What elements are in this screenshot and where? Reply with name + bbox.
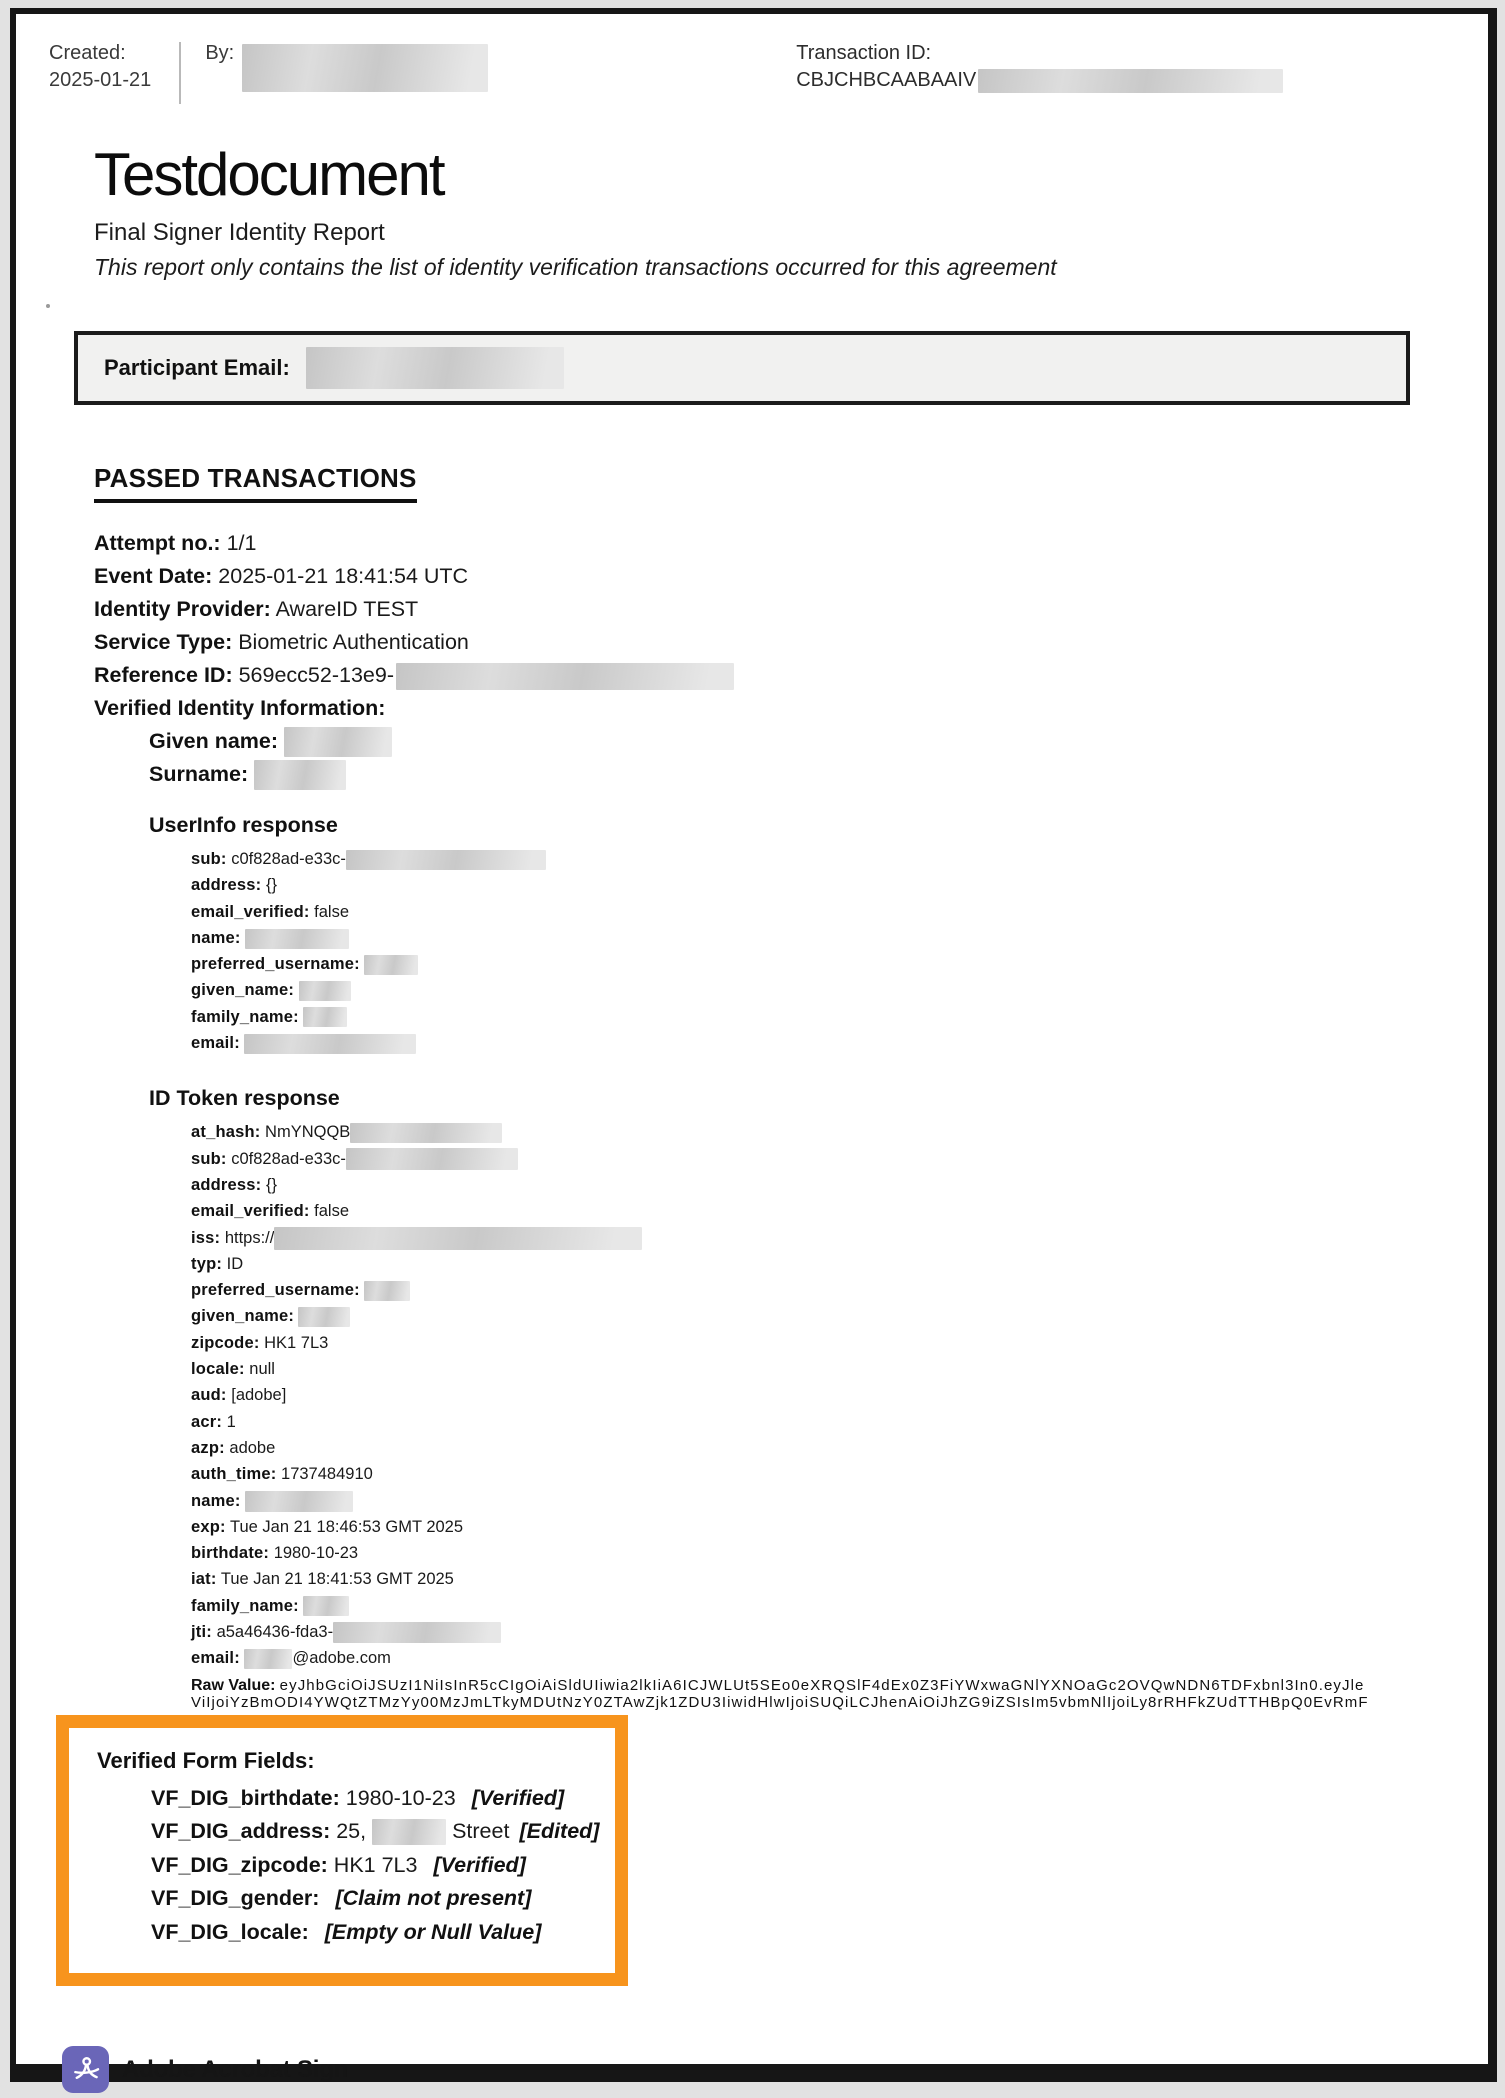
field-value: false <box>314 902 350 921</box>
field-row <box>191 1198 1458 1224</box>
field-row <box>191 1119 1458 1145</box>
field-value: null <box>249 1360 275 1379</box>
field-status: [Verified] <box>433 1852 526 1877</box>
redacted-value <box>346 1148 518 1170</box>
field-status: [Claim not present] <box>335 1886 532 1911</box>
field-label: email_verified: <box>191 1202 310 1221</box>
field-label: VF_DIG_locale: <box>151 1919 309 1944</box>
field-label: azp: <box>191 1438 225 1457</box>
raw-value-row <box>191 1677 1476 1712</box>
field-row <box>191 1251 1458 1277</box>
field-row <box>191 1225 1458 1251</box>
field-row <box>151 1916 607 1950</box>
field-value: 1737484910 <box>281 1465 373 1484</box>
field-row <box>191 1303 1458 1329</box>
field-row <box>191 1488 1458 1514</box>
transaction-id-label: Transaction ID: <box>796 42 932 64</box>
field-row <box>191 1619 1458 1645</box>
redacted-value <box>364 1281 410 1301</box>
field-value: 1980-10-23 <box>345 1785 456 1810</box>
field-row <box>191 1146 1458 1172</box>
field-value: c0f828ad-e33c- <box>231 850 346 868</box>
field-label: email: <box>191 1649 240 1668</box>
verified-form-fields-heading: Verified Form Fields: <box>97 1747 315 1773</box>
redacted-value <box>350 1123 502 1143</box>
field-value: HK1 7L3 <box>333 1852 418 1877</box>
field-label: address: <box>191 876 262 895</box>
redacted-value <box>244 1034 416 1054</box>
field-value: 1 <box>226 1412 236 1431</box>
field-row <box>191 1382 1458 1408</box>
field-row <box>151 1849 607 1883</box>
field-label: name: <box>191 1491 241 1510</box>
raw-value-line2: ViIjoiYzBmODI4YWQtZTMzYy00MzJmLTkyMDUtNzY0ZTAwZjk1ZDU3IiwidHlwIjoiSUQiLCJhenAiOiJhZG9iZSIsIm5vbmNlIjoiLy8rRHFkZUdTTHBpQ0EvRmF <box>191 1694 1369 1712</box>
verified-form-fields-box <box>56 1715 628 1987</box>
redacted-value <box>346 850 546 870</box>
transaction-fields <box>94 527 1458 791</box>
scan-artifact-dot <box>46 304 50 308</box>
field-label: typ: <box>191 1254 223 1273</box>
transaction-id-line <box>796 67 1283 94</box>
field-label: VF_DIG_zipcode: <box>151 1852 328 1877</box>
passed-transactions-heading: PASSED TRANSACTIONS <box>94 463 417 503</box>
field-label: VF_DIG_birthdate: <box>151 1785 340 1810</box>
field-label: family_name: <box>191 1007 299 1026</box>
field-row <box>191 1566 1458 1592</box>
field-value: 2025-01-21 18:41:54 UTC <box>218 564 469 588</box>
redacted-value <box>299 981 351 1001</box>
page-footer <box>62 2046 1458 2093</box>
redacted-value <box>372 1819 446 1845</box>
field-row <box>191 1461 1458 1487</box>
field-row <box>191 872 1458 898</box>
report-note: This report only contains the list of identity verification transactions occurred for this agreement <box>94 254 1057 280</box>
field-row <box>94 527 1458 560</box>
created-date: 2025-01-21 <box>49 69 152 91</box>
redacted-value <box>303 1596 349 1616</box>
field-status: [Edited] <box>519 1819 600 1844</box>
acrobat-sign-glyph <box>69 2053 103 2087</box>
field-row <box>149 725 1458 758</box>
field-label: exp: <box>191 1517 226 1536</box>
field-label: acr: <box>191 1412 223 1431</box>
transaction-id-redacted <box>978 69 1283 93</box>
by-redacted-value <box>242 44 488 92</box>
field-label: given_name: <box>191 981 295 1000</box>
by-label: By: <box>205 42 235 64</box>
participant-email-box <box>74 331 1410 405</box>
field-label: email: <box>191 1034 240 1053</box>
field-label: sub: <box>191 850 227 868</box>
field-row <box>191 1172 1458 1198</box>
field-label: Event Date: <box>94 564 213 588</box>
field-row <box>191 1514 1458 1540</box>
field-value: 1980-10-23 <box>273 1544 359 1563</box>
field-row <box>191 1004 1458 1030</box>
field-row <box>191 925 1458 951</box>
participant-email-redacted <box>306 347 564 389</box>
field-row <box>151 1882 607 1916</box>
field-row <box>191 977 1458 1003</box>
field-value: Biometric Authentication <box>238 630 469 654</box>
field-value: ID <box>226 1254 244 1273</box>
field-label: Service Type: <box>94 630 233 654</box>
document-title: Testdocument <box>94 141 444 208</box>
created-block <box>49 40 151 94</box>
field-label: preferred_username: <box>191 955 360 974</box>
field-row <box>191 1277 1458 1303</box>
field-status: [Empty or Null Value] <box>324 1919 542 1944</box>
userinfo-fields <box>94 846 1458 1056</box>
field-label: VF_DIG_address: <box>151 1819 331 1844</box>
field-row <box>94 659 1458 692</box>
created-label: Created: <box>49 42 126 64</box>
redacted-value <box>396 663 734 690</box>
redacted-value <box>298 1307 350 1327</box>
field-value: Tue Jan 21 18:46:53 GMT 2025 <box>230 1517 464 1536</box>
userinfo-heading: UserInfo response <box>149 813 338 837</box>
transaction-id-block <box>796 40 1283 94</box>
field-row <box>191 1593 1458 1619</box>
field-value: 25, <box>336 1819 367 1844</box>
field-label: aud: <box>191 1386 227 1405</box>
field-value: HK1 7L3 <box>264 1333 329 1352</box>
field-row <box>94 626 1458 659</box>
field-label: Verified Identity Information: <box>94 696 386 720</box>
field-label: VF_DIG_gender: <box>151 1886 320 1911</box>
redacted-value <box>274 1227 642 1250</box>
raw-value-line1: eyJhbGciOiJSUzI1NiIsInR5cCIgOiAiSldUIiwia2lkIiA6ICJWLUt5SEo0eXRQSlF4dEx0Z3FiYWxwaGNlYXNOaGc2OVQwNDN6TDFxbnl3In0.eyJle <box>279 1676 1365 1694</box>
redacted-value <box>284 727 392 757</box>
field-label: iat: <box>191 1570 217 1589</box>
redacted-value <box>303 1007 347 1027</box>
raw-value-label: Raw Value: <box>191 1676 276 1694</box>
adobe-acrobat-sign-icon <box>62 2046 109 2093</box>
redacted-value <box>245 1491 353 1512</box>
field-label: at_hash: <box>191 1123 261 1142</box>
field-label: jti: <box>191 1623 212 1642</box>
field-row <box>151 1815 607 1849</box>
brand-name: Adobe Acrobat Sign <box>122 2055 349 2083</box>
page-header <box>49 40 1458 104</box>
field-label: name: <box>191 928 241 947</box>
field-value: https:// <box>224 1228 275 1247</box>
field-label: locale: <box>191 1360 245 1379</box>
redacted-value <box>245 929 349 949</box>
field-label: given_name: <box>191 1307 295 1326</box>
field-label: Reference ID: <box>94 663 233 687</box>
field-row <box>191 899 1458 925</box>
header-divider <box>179 42 181 104</box>
redacted-value <box>244 1649 292 1669</box>
field-row <box>191 1540 1458 1566</box>
field-row <box>94 692 1458 725</box>
idtoken-heading: ID Token response <box>149 1086 340 1111</box>
field-value: {} <box>265 1175 278 1194</box>
field-status: [Verified] <box>471 1785 565 1810</box>
field-label: zipcode: <box>191 1333 260 1352</box>
field-row <box>191 951 1458 977</box>
field-value: AwareID TEST <box>275 597 419 621</box>
field-row <box>149 758 1458 791</box>
field-value: NmYNQQB <box>265 1123 351 1142</box>
field-row <box>191 1435 1458 1461</box>
report-page <box>10 8 1497 2082</box>
redacted-value <box>364 955 418 975</box>
field-row <box>191 1356 1458 1382</box>
field-label: family_name: <box>191 1596 299 1615</box>
field-value: a5a46436-fda3- <box>216 1623 334 1642</box>
field-value: Tue Jan 21 18:41:53 GMT 2025 <box>220 1570 454 1589</box>
field-label: email_verified: <box>191 902 310 921</box>
field-row <box>151 1782 607 1816</box>
field-label: birthdate: <box>191 1544 270 1563</box>
field-value: {} <box>265 876 278 895</box>
participant-email-label: Participant Email: <box>104 355 290 380</box>
field-row <box>191 1409 1458 1435</box>
transaction-id-value: CBJCHBCAABAAIV <box>796 69 977 91</box>
field-value: adobe <box>229 1438 276 1457</box>
field-label: Attempt no.: <box>94 531 221 555</box>
field-row <box>191 1030 1458 1056</box>
field-value-suffix: Street <box>452 1819 510 1844</box>
field-label: address: <box>191 1175 262 1194</box>
field-value: 1/1 <box>226 531 257 555</box>
field-row <box>191 1645 1458 1671</box>
field-label: auth_time: <box>191 1465 277 1484</box>
field-label: sub: <box>191 1149 227 1168</box>
field-row <box>191 1330 1458 1356</box>
field-label: iss: <box>191 1228 221 1247</box>
field-label: Surname: <box>149 762 249 786</box>
field-value: false <box>314 1202 350 1221</box>
field-row <box>94 593 1458 626</box>
field-row <box>94 560 1458 593</box>
field-value: [adobe] <box>231 1386 287 1405</box>
field-label: Given name: <box>149 729 279 753</box>
by-block <box>205 40 488 92</box>
field-label: Identity Provider: <box>94 597 271 621</box>
field-label: preferred_username: <box>191 1281 360 1300</box>
redacted-value <box>254 760 346 790</box>
redacted-value <box>333 1622 501 1643</box>
idtoken-fields <box>94 1119 1458 1671</box>
field-value-suffix: @adobe.com <box>292 1649 391 1668</box>
report-subtitle: Final Signer Identity Report <box>94 219 385 246</box>
field-value: 569ecc52-13e9- <box>238 663 394 687</box>
field-row <box>191 846 1458 872</box>
field-value: c0f828ad-e33c- <box>231 1149 346 1168</box>
